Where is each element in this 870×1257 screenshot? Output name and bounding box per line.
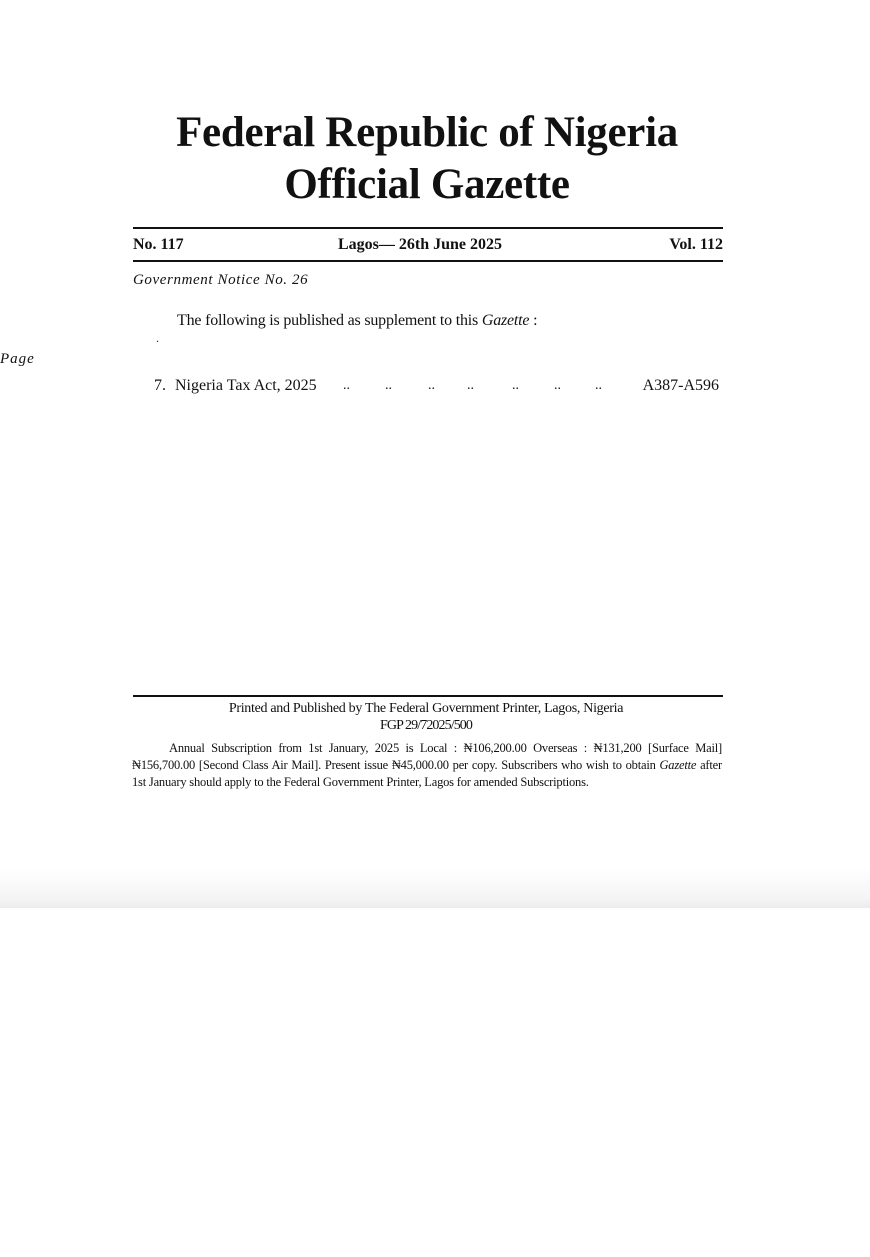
gazette-title-line1: Federal Republic of Nigeria <box>176 109 678 156</box>
masthead-bottom-rule <box>133 260 723 262</box>
intro-gazette-italic: Gazette <box>481 312 530 329</box>
issue-number: No. 117 <box>133 236 184 253</box>
stray-mark: . <box>156 331 159 345</box>
intro-suffix: : <box>529 312 538 329</box>
publication-code: FGP 29/72025/500 <box>379 718 473 733</box>
act-short-title: Nigeria Tax Act, 2025 <box>175 377 317 394</box>
masthead-top-rule <box>133 227 723 229</box>
dot-leader: .. <box>343 378 350 393</box>
page-range: A387-A596 <box>642 377 719 394</box>
supplement-intro <box>177 310 537 332</box>
place-date: Lagos— 26th June 2025 <box>338 236 503 253</box>
volume-number: Vol. 112 <box>669 236 723 253</box>
act-number: 7. <box>154 377 166 394</box>
dot-leader: .. <box>467 378 474 393</box>
publisher-line: Printed and Published by The Federal Government Printer, Lagos, Nigeria <box>228 701 624 716</box>
subscription-notice <box>132 740 722 791</box>
subscription-text-2: after 1st January should apply to the Federal Government Printer, Lagos for amended Subscriptions. <box>132 758 722 789</box>
footer-rule <box>133 695 723 697</box>
dot-leader: .. <box>385 378 392 393</box>
gazette-title-line2: Official Gazette <box>284 161 570 208</box>
dot-leader: .. <box>554 378 561 393</box>
masthead <box>133 233 723 257</box>
column-header-page: Page <box>0 349 870 1257</box>
government-notice-label: Government Notice No. 26 <box>133 272 309 288</box>
dot-leader: .. <box>512 378 519 393</box>
table-row <box>133 375 719 397</box>
subscription-gazette-italic: Gazette <box>659 758 697 772</box>
dot-leader: .. <box>428 378 435 393</box>
intro-text: The following is published as supplement to this <box>177 312 482 329</box>
dot-leader: .. <box>595 378 602 393</box>
page-bottom-shade <box>0 868 870 908</box>
subscription-text-1: Annual Subscription from 1st January, 2025 is Local : ₦106,200.00 Overseas : ₦131,200 [Surface Mail] ₦156,700.00 [Second Class Air Mail]. Present issue ₦45,000.00 per copy. Subscribers who wish to obtain <box>132 741 722 772</box>
